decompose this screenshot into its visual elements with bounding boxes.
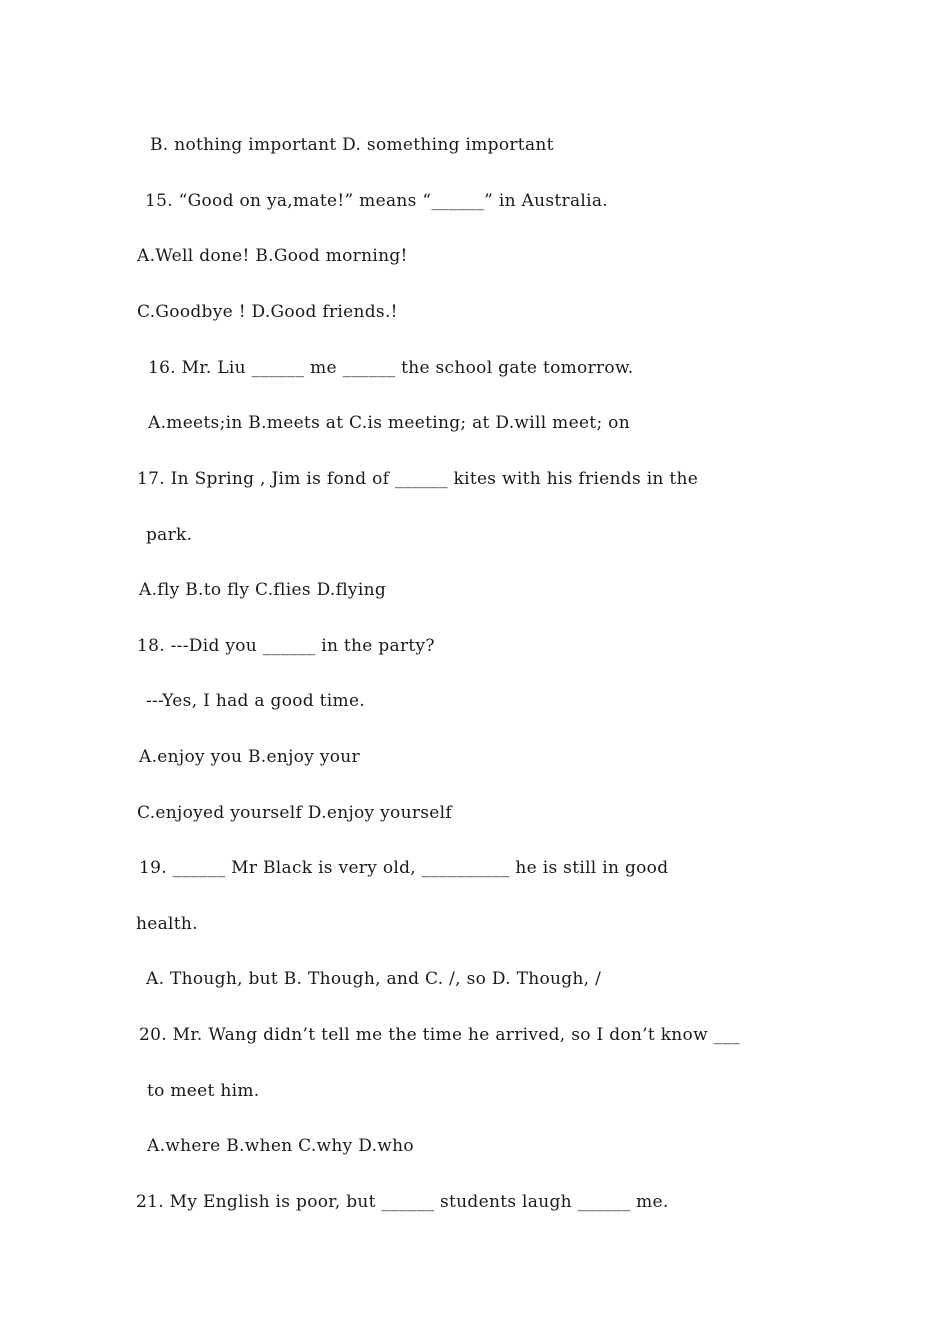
q17-options: A.fly B.to fly C.flies D.flying — [139, 580, 387, 600]
q18-response: ---Yes, I had a good time. — [146, 691, 366, 711]
q15-question: 15. “Good on ya,mate!” means “______” in Australia. — [145, 191, 608, 211]
q16-options: A.meets;in B.meets at C.is meeting; at D.will meet; on — [148, 413, 630, 433]
q19-question: 19. ______ Mr Black is very old, __________ he is still in good — [139, 858, 669, 878]
q20-options: A.where B.when C.why D.who — [147, 1136, 414, 1156]
q18-options-a-b: A.enjoy you B.enjoy your — [139, 747, 360, 767]
q18-question: 18. ---Did you ______ in the party? — [137, 636, 435, 656]
q20-question-continued: to meet him. — [147, 1081, 260, 1101]
q14-options-b-d: B. nothing important D. something important — [150, 135, 554, 155]
q16-question: 16. Mr. Liu ______ me ______ the school gate tomorrow. — [148, 358, 634, 378]
q19-options: A. Though, but B. Though, and C. /, so D. Though, / — [146, 969, 602, 989]
q15-options-a-b: A.Well done! B.Good morning! — [137, 246, 408, 266]
q17-question: 17. In Spring , Jim is fond of ______ kites with his friends in the — [137, 469, 699, 489]
q18-options-c-d: C.enjoyed yourself D.enjoy yourself — [137, 803, 452, 823]
q17-question-continued: park. — [146, 525, 193, 545]
q19-question-continued: health. — [136, 914, 198, 934]
q15-options-c-d: C.Goodbye ! D.Good friends.! — [137, 302, 398, 322]
q20-question: 20. Mr. Wang didn’t tell me the time he arrived, so I don’t know ___ — [139, 1025, 741, 1045]
q21-question: 21. My English is poor, but ______ students laugh ______ me. — [136, 1192, 669, 1212]
